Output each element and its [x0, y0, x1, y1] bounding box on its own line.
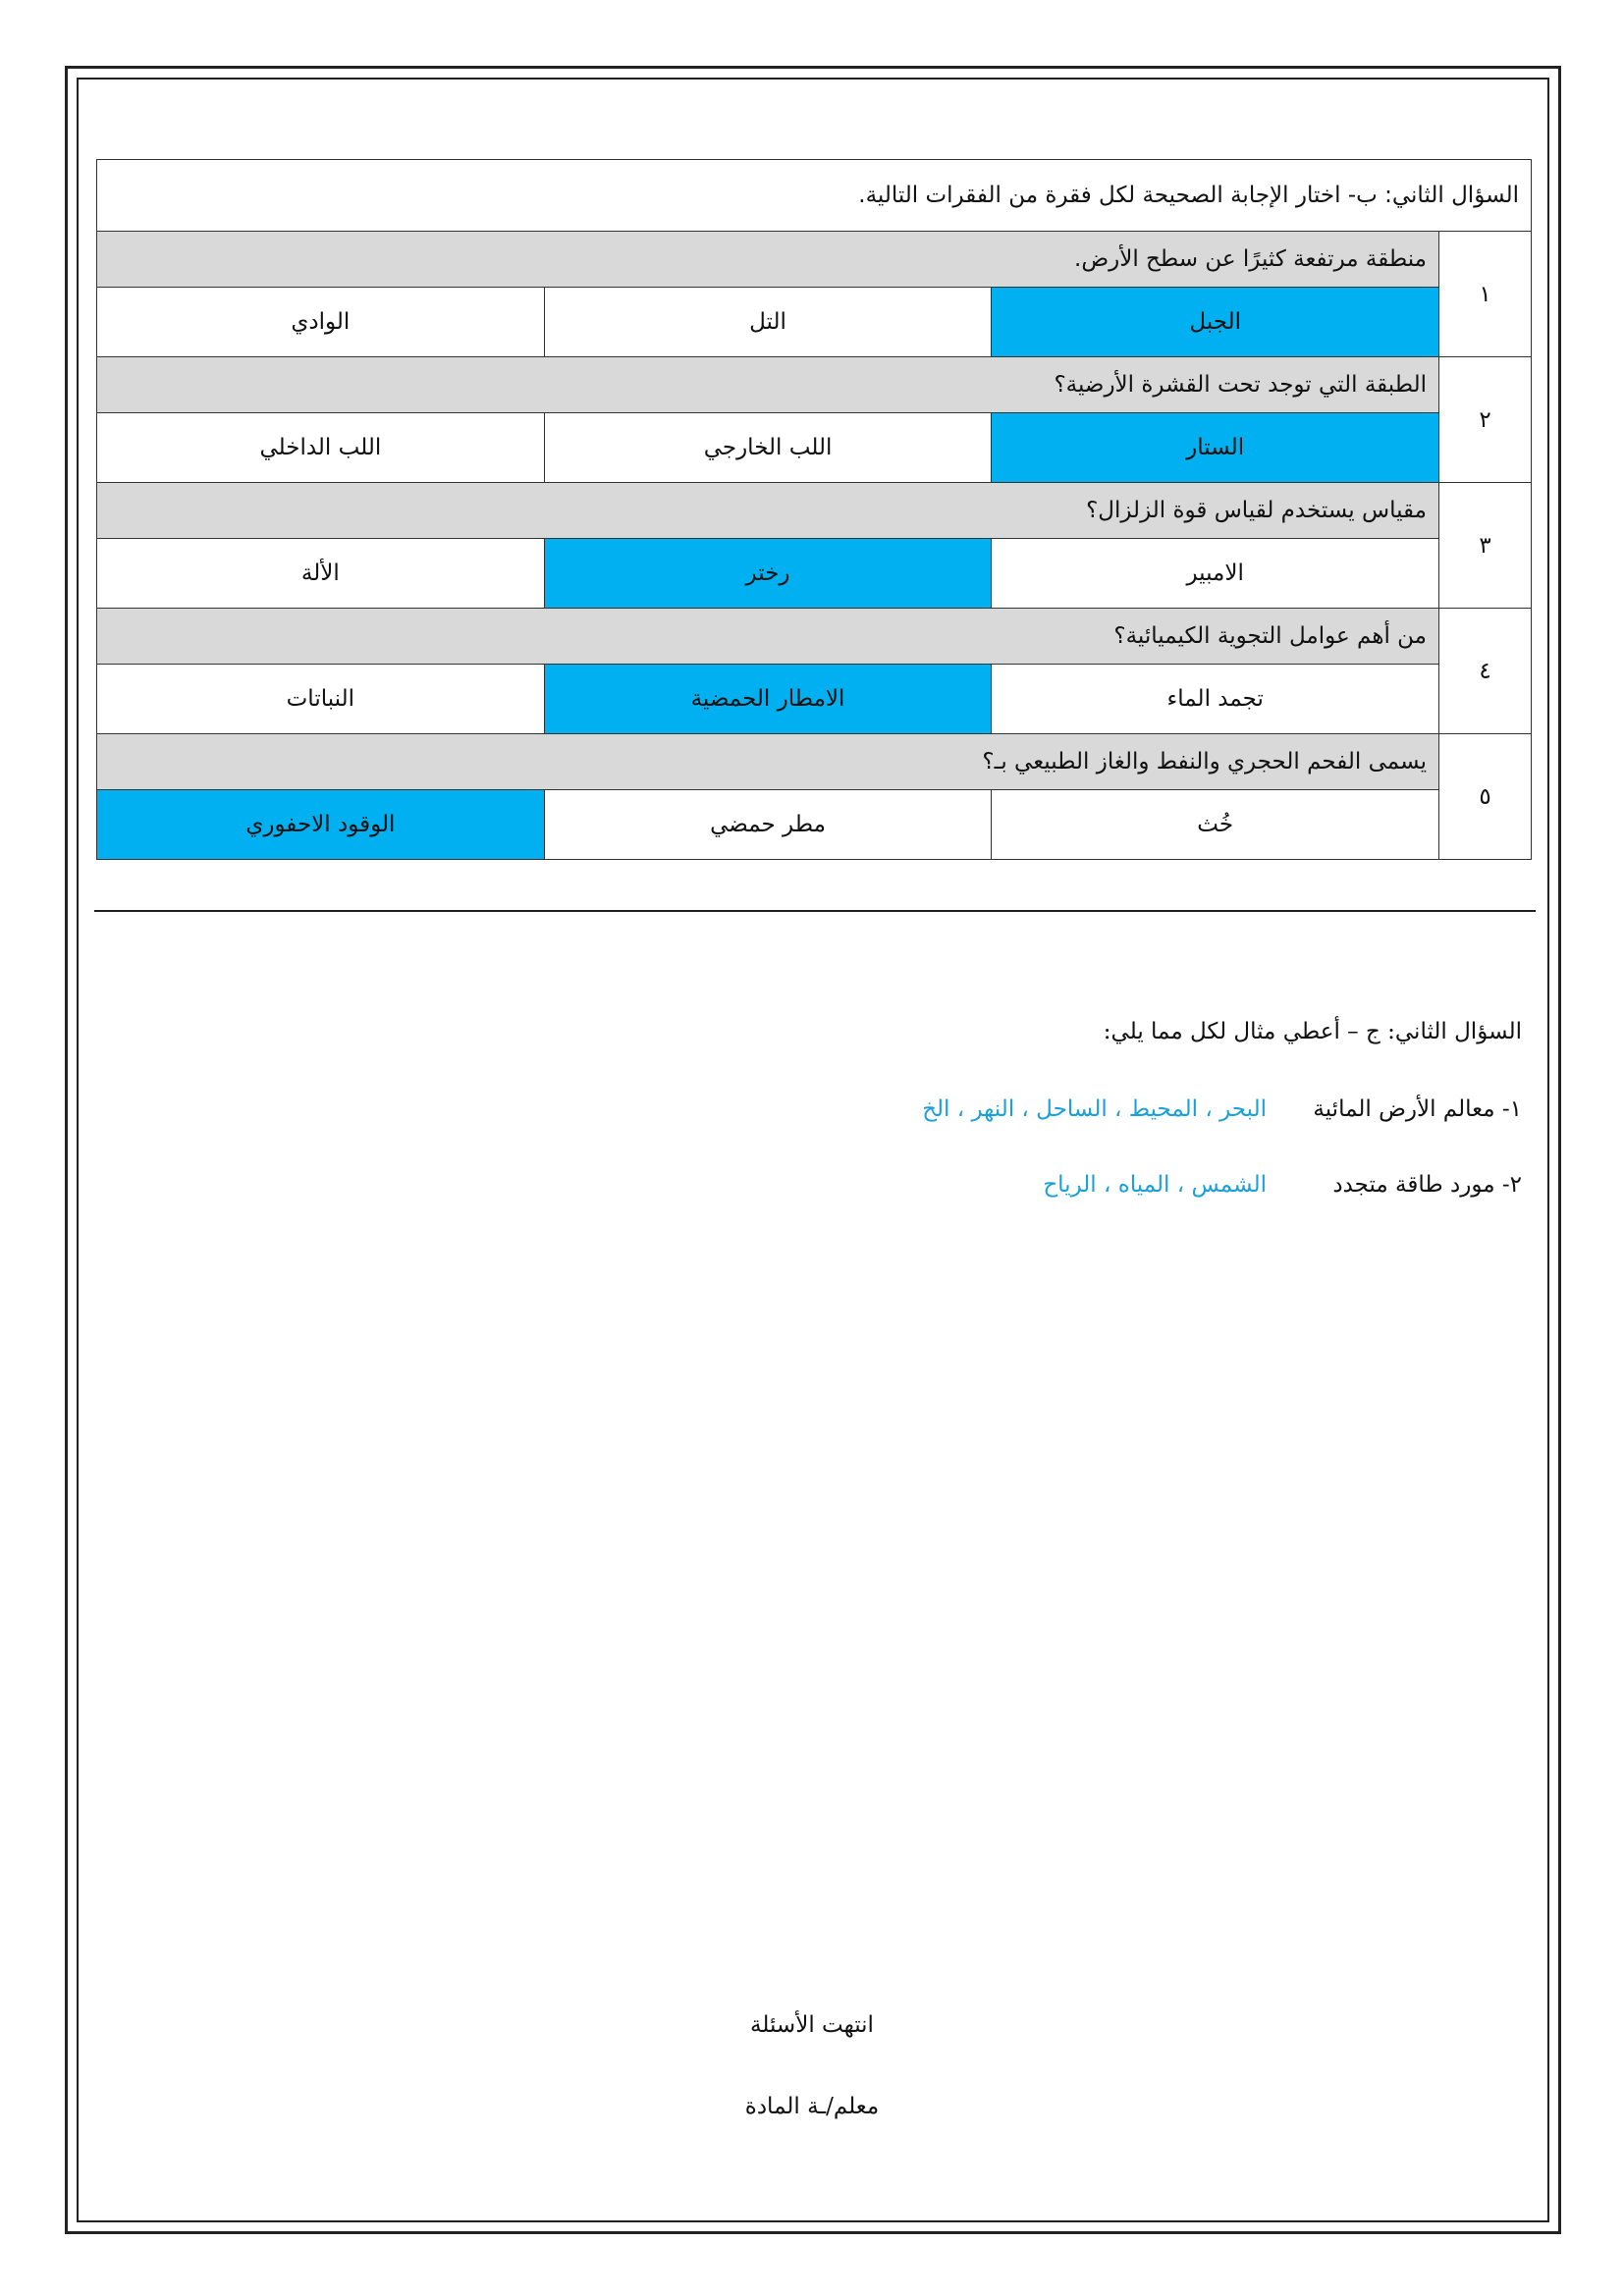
example-answer: الشمس ، المياه ، الرياح [1043, 1172, 1267, 1198]
question-number: ١ [1439, 232, 1532, 357]
example-answer: البحر ، المحيط ، الساحل ، النهر ، الخ [922, 1096, 1267, 1122]
option[interactable]: مطر حمضي [544, 790, 992, 860]
example-label: ١- معالم الأرض المائية [1313, 1096, 1522, 1122]
option[interactable]: تجمد الماء [992, 665, 1439, 734]
option[interactable]: اللب الخارجي [544, 413, 992, 483]
question-text: من أهم عوامل التجوية الكيميائية؟ [97, 609, 1439, 665]
example-label: ٢- مورد طاقة متجدد [1332, 1172, 1522, 1198]
option-correct[interactable]: الستار [992, 413, 1439, 483]
option-correct[interactable]: رختر [544, 539, 992, 609]
question-number: ٥ [1439, 734, 1532, 860]
option-correct[interactable]: الجبل [992, 288, 1439, 357]
option[interactable]: النباتات [97, 665, 545, 734]
option-correct[interactable]: الامطار الحمضية [544, 665, 992, 734]
option[interactable]: خُث [992, 790, 1439, 860]
section-b-header: السؤال الثاني: ب- اختار الإجابة الصحيحة لكل فقرة من الفقرات التالية. [97, 160, 1532, 232]
section-c-header: السؤال الثاني: ج – أعطي مثال لكل مما يلي: [1103, 1019, 1522, 1044]
example-item [922, 1096, 1522, 1122]
question-text: مقياس يستخدم لقياس قوة الزلزال؟ [97, 483, 1439, 539]
option[interactable]: اللب الداخلي [97, 413, 545, 483]
teacher-signature: معلم/ـة المادة [744, 2094, 880, 2119]
question-number: ٢ [1439, 357, 1532, 483]
end-of-questions: انتهت الأسئلة [750, 2012, 874, 2038]
question-text: يسمى الفحم الحجري والنفط والغاز الطبيعي بـ؟ [97, 734, 1439, 790]
option-correct[interactable]: الوقود الاحفوري [97, 790, 545, 860]
option[interactable]: الامبير [992, 539, 1439, 609]
question-number: ٤ [1439, 609, 1532, 734]
question-text: الطبقة التي توجد تحت القشرة الأرضية؟ [97, 357, 1439, 413]
section-divider [94, 910, 1536, 912]
option[interactable]: التل [544, 288, 992, 357]
question-text: منطقة مرتفعة كثيرًا عن سطح الأرض. [97, 232, 1439, 288]
option[interactable]: الألة [97, 539, 545, 609]
multiple-choice-table [96, 159, 1532, 860]
example-item [1043, 1172, 1522, 1198]
option[interactable]: الوادي [97, 288, 545, 357]
question-number: ٣ [1439, 483, 1532, 609]
